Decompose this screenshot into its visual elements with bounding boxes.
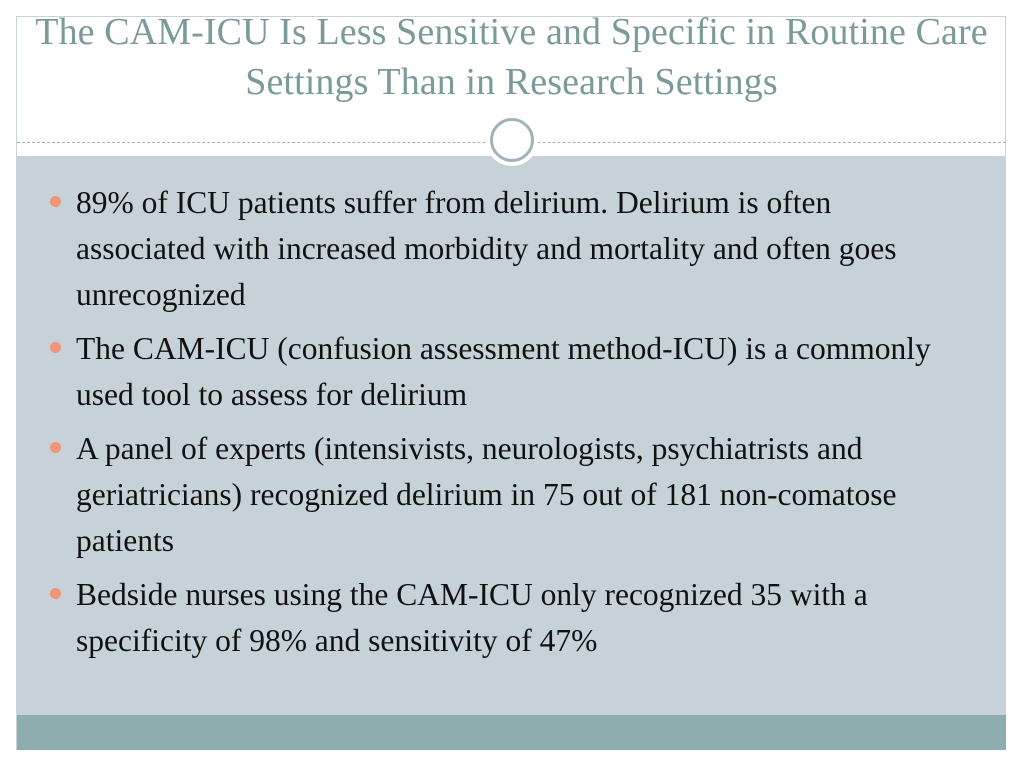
footer-bar xyxy=(17,715,1006,750)
bullet-text: A panel of experts (intensivists, neurologists, psychiatrists and geriatricians) recognized delirium in 75 out of 181 non-comatose patients xyxy=(76,431,897,558)
bullet-item xyxy=(50,326,960,418)
bullet-item xyxy=(50,572,960,664)
bullet-dot-icon xyxy=(50,196,61,207)
bullet-item xyxy=(50,180,960,318)
bullet-text: Bedside nurses using the CAM-ICU only recognized 35 with a specificity of 98% and sensitivity of 47% xyxy=(76,577,868,658)
bullet-item xyxy=(50,426,960,564)
bullet-dot-icon xyxy=(50,442,61,453)
bullet-dot-icon xyxy=(50,588,61,599)
circle-ring-icon xyxy=(486,114,538,166)
bullet-dot-icon xyxy=(50,342,61,353)
ornament-ring xyxy=(490,118,534,162)
slide-title: The CAM-ICU Is Less Sensitive and Specific in Routine Care Settings Than in Research Settings xyxy=(35,11,988,103)
bullet-text: 89% of ICU patients suffer from delirium. Delirium is often associated with increased morbidity and mortality and often goes unrecognized xyxy=(76,185,897,312)
bullet-text: The CAM-ICU (confusion assessment method-ICU) is a commonly used tool to assess for delirium xyxy=(76,331,931,412)
bullet-list xyxy=(50,180,960,672)
